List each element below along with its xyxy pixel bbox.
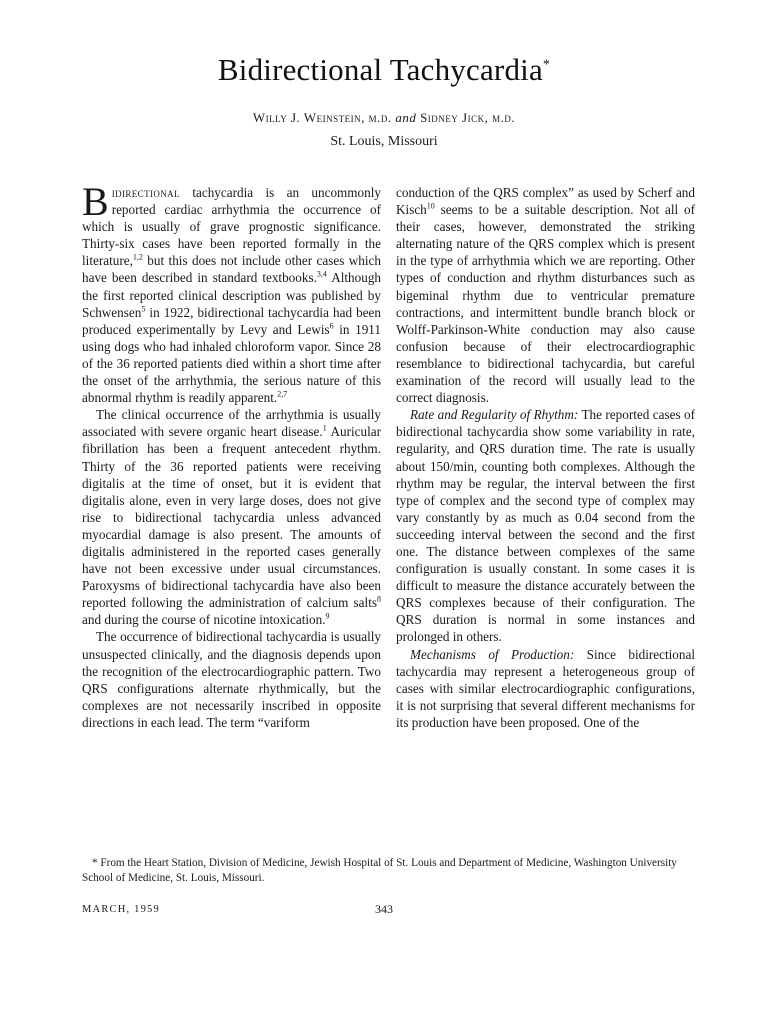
paragraph-text: Since bidirectional tachycardia may represent a heterogeneous group of cases with similar electrocardiographic configurations, it is not surprising that several different mechanisms for its production have been proposed. One of the [396, 646, 695, 730]
paragraph-text: conduction of the QRS complex” as used by Scherf and Kisch [396, 185, 695, 218]
page-number: 343 [375, 902, 393, 916]
citation-ref: 2,7 [277, 389, 288, 399]
citation-ref: 8 [377, 594, 381, 604]
citation-ref: 3,4 [316, 270, 327, 280]
citation-ref: 1,2 [132, 252, 143, 262]
right-column [396, 184, 695, 731]
section-heading-rate: Rate and Regularity of Rhythm: [410, 407, 579, 423]
title-footnote-mark: * [542, 57, 551, 73]
citation-ref: 6 [329, 321, 334, 331]
citation-ref: 5 [141, 304, 146, 314]
citation-ref: 9 [325, 611, 330, 621]
article-title [0, 52, 768, 88]
paragraph-intro [82, 179, 382, 406]
paragraph-text: tachycardia is an uncommonly reported cardiac arrhythmia the occurrence of which is usually of grave prognostic significance. Thirty-six cases have been reported formally in the literature, [82, 185, 381, 269]
paragraph-rate-regularity [396, 406, 695, 645]
author-location: St. Louis, Missouri [330, 134, 438, 149]
paragraph-text: in 1922, bidirectional tachycardia had been produced experimentally by Levy and Lewis [82, 304, 381, 337]
paragraph-text: The reported cases of bidirectional tachycardia show some variability in rate, regularity, and QRS duration time. The rate is usually about 150/min, counting both complexes. Although the rhythm may be regular, the interval between the first type of complex and the second type of complex may vary constantly by as much as 0.04 second from the succeeding interval between the second and the first one. The distance between complexes of the same configuration is usually constant. In some cases it is difficult to measure the distance accurately between the QRS complexes because of their configuration. The QRS duration is normal in some instances and prolonged in others. [396, 407, 695, 645]
citation-ref: 1 [322, 423, 327, 433]
paragraph-text: The clinical occurrence of the arrhythmia is usually associated with severe organic heart disease. [82, 407, 381, 440]
drop-cap: B [82, 179, 109, 224]
paragraph-text: Auricular fibrillation has been a frequent antecedent rhythm. Thirty of the 36 reported patients were receiving digitalis at the time of onset, but it is evident that digitalis alone, even in very large doses, does not give rise to bidirectional tachycardia unless advanced myocardial damage is also present. The amounts of digitalis administered in the reported cases generally have not been excessive under usual circumstances. Paroxysms of bidirectional tachycardia have also been reported following the administration of calcium salts [82, 424, 381, 611]
author-line [0, 110, 768, 126]
lead-word: idirectional [111, 185, 180, 200]
author-weinstein: Willy J. Weinstein, m.d. [252, 110, 392, 125]
affiliation-footnote: * From the Heart Station, Division of Medicine, Jewish Hospital of St. Louis and Department of Medicine, Washington University School of Medicine, St. Louis, Missouri. [82, 857, 677, 884]
paragraph-diagnosis: The occurrence of bidirectional tachycardia is usually unsuspected clinically, and the diagnosis depends upon the recognition of the electrocardiographic pattern. Two QRS configurations alternate rhythmically, but the complexes are not necessarily inscribed in opposite directions in each lead. The term “variform [82, 629, 381, 730]
paragraph-text: in 1911 using dogs who had inhaled chloroform vapor. Since 28 of the 36 reported patients died within a short time after the onset of the arrhythmia, the serious nature of this abnormal rhythm is readily apparent. [82, 321, 381, 406]
citation-ref: 10 [426, 201, 435, 211]
section-heading-mechanisms: Mechanisms of Production: [410, 646, 575, 662]
author-conjunction: and [395, 110, 417, 125]
paragraph-text: seems to be a suitable description. Not all of their cases, however, demonstrated the striking alternating nature of the QRS complex which is present in the type of arrhythmia which we are reporting. Other types of conduction and rhythm disturbances such as bigeminal rhythm due to ventricular premature contractions, and intermittent bundle branch block or Wolff-Parkinson-White conduction may also cause confusion because of their electrocardiographic resemblance to bidirectional tachycardia, but careful examination of the record will usually lead to the correct diagnosis. [396, 202, 695, 406]
left-column [82, 179, 382, 731]
paragraph-variform-conduction [396, 184, 695, 406]
article-title-text: Bidirectional Tachycardia [217, 52, 543, 87]
paragraph-text: Although the first reported clinical description was published by Schwensen [82, 270, 382, 320]
paragraph-text: and during the course of nicotine intoxication. [82, 612, 326, 628]
paragraph-text: but this does not include other cases which have been described in standard textbooks. [82, 253, 381, 286]
issue-date: MARCH, 1959 [82, 904, 160, 915]
author-jick: Sidney Jick, m.d. [420, 110, 516, 125]
paragraph-clinical-occurrence [82, 406, 381, 628]
paragraph-mechanisms [396, 646, 695, 731]
